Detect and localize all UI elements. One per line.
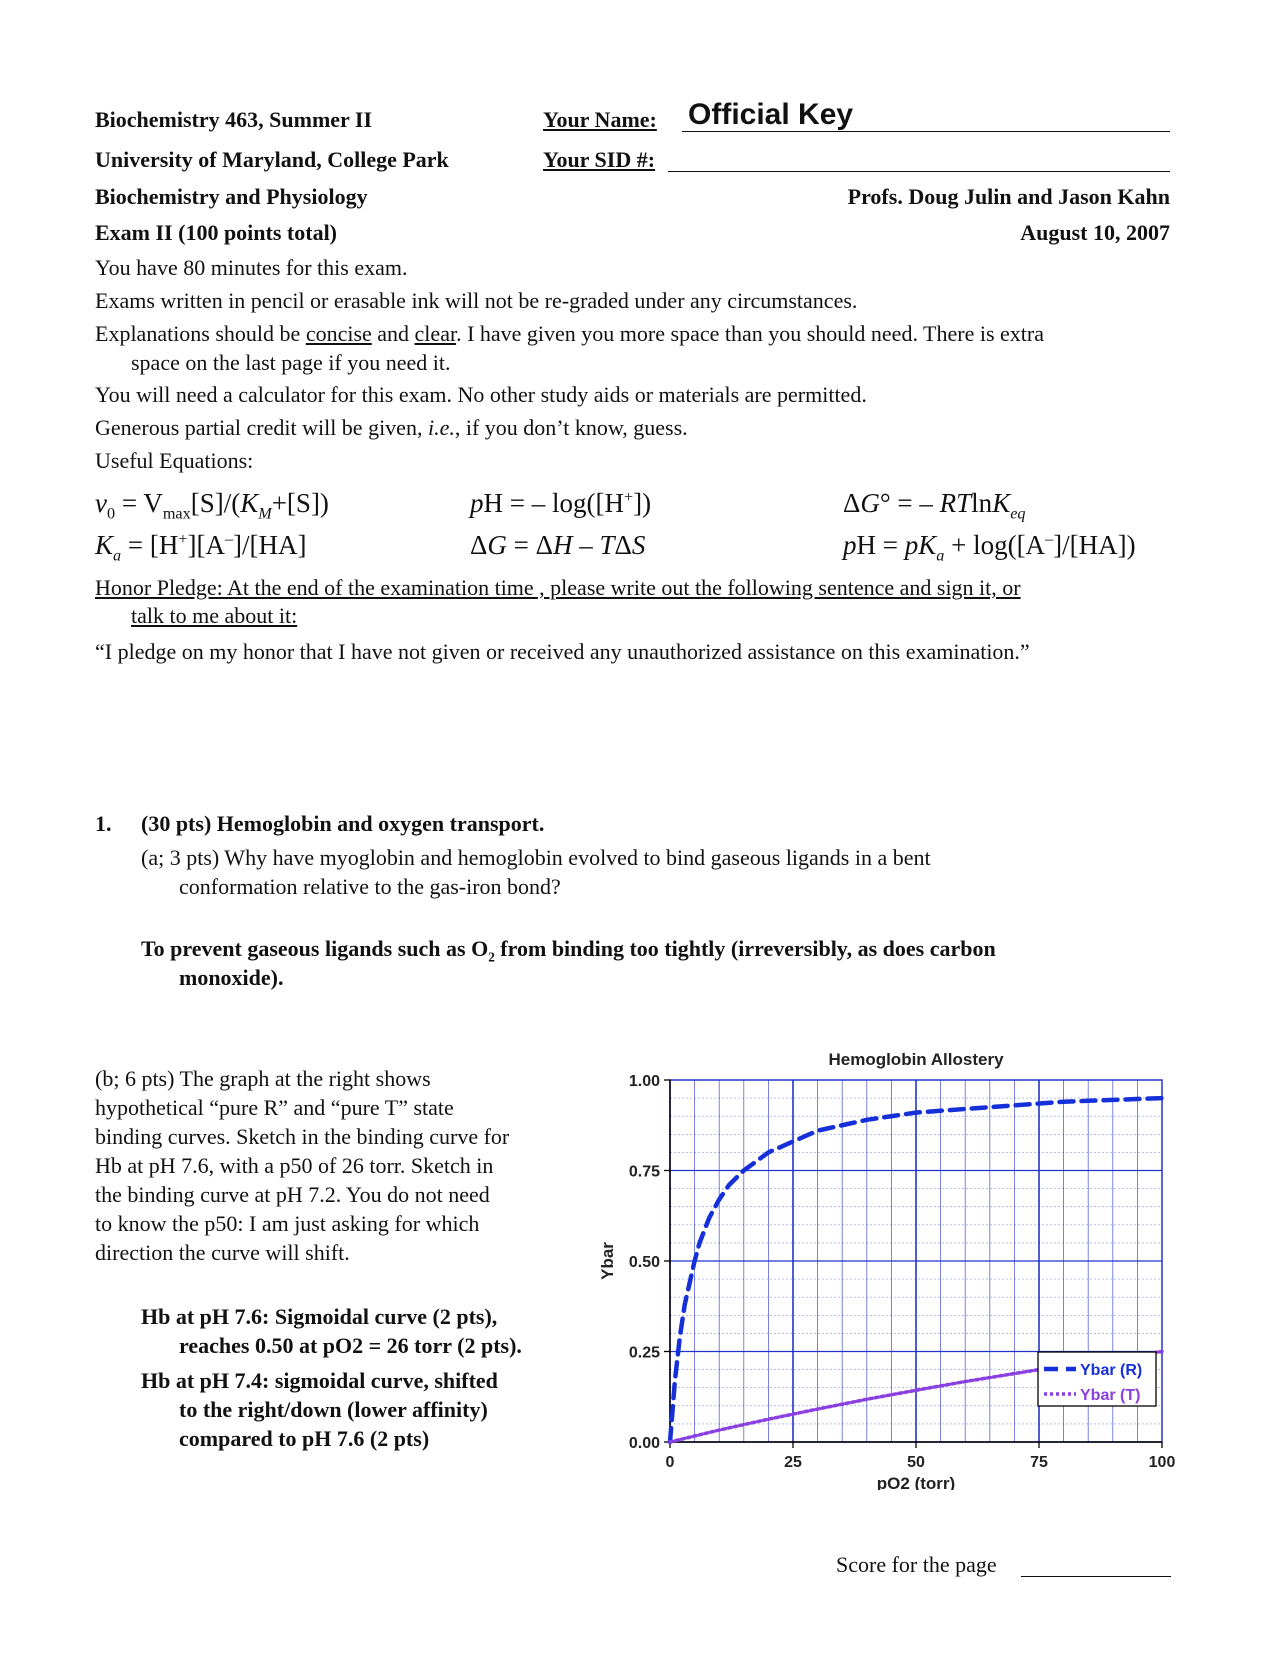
honor-pledge-line2: talk to me about it:	[131, 603, 298, 628]
useful-equations-label: Useful Equations:	[95, 448, 254, 473]
y-tick-label: 0.50	[628, 1254, 660, 1271]
instruction-explanations: Explanations should be concise and clear. I have given you more space than you should need. There is extra	[95, 321, 1044, 346]
question-b-line: (b; 6 pts) The graph at the right shows	[95, 1066, 431, 1091]
y-tick-label: 0.75	[628, 1163, 660, 1181]
instruction-calculator: You will need a calculator for this exam. No other study aids or materials are permitted.	[95, 382, 867, 407]
clear-word: clear	[414, 321, 457, 346]
question-b-line: to know the p50: I am just asking for which	[95, 1211, 480, 1236]
score-label: Score for the page	[836, 1552, 997, 1577]
name-value[interactable]: Official Key	[688, 98, 854, 131]
x-tick-label: 50	[907, 1454, 925, 1471]
answer-b-line: to the right/down (lower affinity)	[179, 1397, 488, 1422]
instruction-partial-credit: Generous partial credit will be given, i.e., if you don’t know, guess.	[95, 415, 688, 440]
equation-gibbs: ΔG = ΔH – TΔS	[470, 530, 646, 560]
y-tick-label: 1.00	[628, 1073, 660, 1090]
question-b-line: direction the curve will shift.	[95, 1240, 350, 1265]
question-b-line: Hb at pH 7.6, with a p50 of 26 torr. Sketch in	[95, 1153, 494, 1178]
x-axis-label: pO2 (torr)	[876, 1474, 956, 1490]
legend-label: Ybar (T)	[1080, 1387, 1141, 1404]
equation-delta-g-standard: ΔG° = – RTlnK$_{eq}$	[843, 488, 1026, 523]
honor-pledge-line1: Honor Pledge: At the end of the examination time , please write out the following sentence and sign it, or	[95, 575, 1021, 600]
x-tick-label: 25	[784, 1454, 802, 1471]
y-axis-label: Ybar	[598, 1242, 617, 1280]
name-underline	[682, 131, 1170, 132]
x-tick-label: 100	[1148, 1454, 1176, 1471]
question-a-line2: conformation relative to the gas-iron bond?	[179, 874, 561, 899]
question-title: (30 pts) Hemoglobin and oxygen transport.	[141, 811, 545, 836]
instruction-time: You have 80 minutes for this exam.	[95, 255, 408, 280]
instruction-extra-space: space on the last page if you need it.	[131, 350, 451, 375]
legend-label: Ybar (R)	[1080, 1362, 1143, 1379]
equation-ph: pH = – log([H+])	[470, 488, 652, 518]
instruction-ink: Exams written in pencil or erasable ink will not be re-graded under any circumstances.	[95, 288, 858, 313]
answer-b-line: compared to pH 7.6 (2 pts)	[179, 1426, 430, 1451]
y-tick-label: 0.00	[628, 1435, 660, 1452]
question-b-line: hypothetical “pure R” and “pure T” state	[95, 1095, 454, 1120]
x-tick-label: 0	[665, 1454, 675, 1471]
answer-b-line: reaches 0.50 at pO2 = 26 torr (2 pts).	[179, 1333, 522, 1358]
answer-b-line: Hb at pH 7.4: sigmoidal curve, shifted	[141, 1368, 498, 1393]
university-name: University of Maryland, College Park	[95, 147, 449, 172]
question-b-line: the binding curve at pH 7.2. You do not need	[95, 1182, 490, 1207]
answer-a-line1: To prevent gaseous ligands such as $O_2$ from binding too tightly (irreversibly, as does carbon	[141, 936, 996, 965]
equation-ka: $K_a = [H^+][A^-]/[HA]$	[95, 530, 307, 565]
sid-label: Your SID #:	[543, 147, 656, 172]
score-underline[interactable]	[1021, 1576, 1171, 1577]
answer-b-line: Hb at pH 7.6: Sigmoidal curve (2 pts),	[141, 1304, 498, 1329]
question-b-line: binding curves. Sketch in the binding curve for	[95, 1124, 510, 1149]
equation-michaelis-menten: $v_0 = V_{max}[S]/(K_M+[S])$	[95, 488, 329, 523]
x-tick-label: 75	[1030, 1454, 1048, 1471]
exam-title: Exam II (100 points total)	[95, 220, 338, 245]
concise-word: concise	[305, 321, 372, 346]
honor-pledge-sentence: “I pledge on my honor that I have not given or received any unauthorized assistance on this examination.”	[95, 639, 1030, 664]
chart-title: Hemoglobin Allostery	[828, 1050, 1004, 1069]
course-title: Biochemistry 463, Summer II	[95, 107, 373, 132]
answer-a-line2: monoxide).	[179, 965, 284, 990]
equation-henderson-hasselbalch: pH = $pK_a + \log([A^-]/[HA])$	[843, 530, 1136, 565]
professors: Profs. Doug Julin and Jason Kahn	[847, 184, 1170, 209]
department-name: Biochemistry and Physiology	[95, 184, 368, 209]
question-number: 1.	[95, 811, 112, 836]
y-tick-label: 0.25	[628, 1344, 660, 1362]
chart-svg	[590, 1030, 1200, 1490]
sid-underline[interactable]	[668, 171, 1170, 172]
name-label: Your Name:	[543, 107, 657, 132]
exam-date: August 10, 2007	[1020, 220, 1170, 245]
hemoglobin-chart	[590, 1030, 1200, 1490]
question-a-line1: (a; 3 pts) Why have myoglobin and hemoglobin evolved to bind gaseous ligands in a bent	[141, 845, 931, 870]
